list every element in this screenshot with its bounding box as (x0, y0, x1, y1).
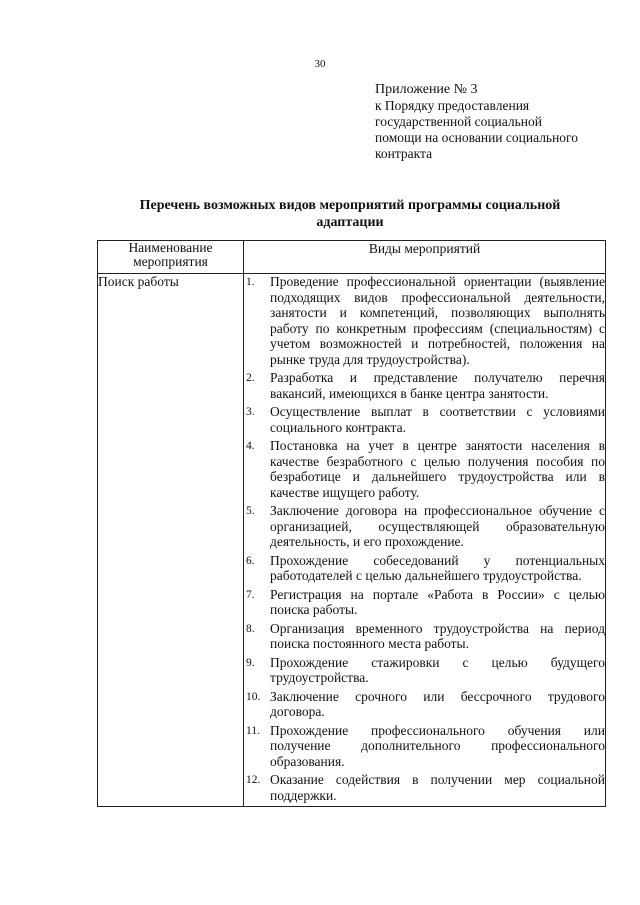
list-item-number: 6. (246, 554, 255, 567)
list-item-text: Постановка на учет в центре занятости населения в качестве безработного с целью получения пособия по безработице и дальнейшего трудоустройства или в качестве ищущего работу. (270, 438, 605, 500)
list-item-number: 7. (246, 588, 255, 601)
list-item (244, 370, 605, 401)
list-item-text: Организация временного трудоустройства на период поиска постоянного места работы. (270, 620, 605, 651)
list-item (244, 438, 605, 500)
activity-kinds-cell (244, 274, 606, 807)
list-item (244, 274, 605, 367)
appendix-line: к Порядку предоставления (375, 98, 530, 113)
list-item-text: Заключение срочного или бессрочного трудового договора. (270, 688, 605, 719)
list-item-text: Проведение профессиональной ориентации (выявление подходящих видов профессиональной деятельности, занятости и компетенций, позволяющих выполнять работу по конкретным профессиям (специальностям) с учетом возможностей и потребностей, положения на рынке труда для трудоустройства). (270, 274, 605, 367)
table-header-row (98, 241, 606, 274)
list-item (244, 404, 605, 435)
list-item-text: Прохождение профессионального обучения или получение дополнительного профессионального образования. (270, 722, 605, 769)
list-item-text: Прохождение собеседований у потенциальных работодателей с целью дальнейшего трудоустройства. (270, 552, 605, 583)
list-item-number: 4. (246, 440, 255, 452)
list-item-text: Заключение договора на профессиональное обучение с организацией, осуществляющей образовательную деятельность, и его прохождение. (270, 503, 605, 549)
list-item (244, 772, 605, 803)
activity-name: Поиск работы (98, 274, 244, 807)
appendix-line: государственной социальной (375, 114, 542, 129)
list-item (244, 723, 605, 770)
list-item-number: 11. (246, 724, 260, 737)
appendix-line: Приложение № 3 (375, 82, 478, 97)
list-item-number: 2. (246, 372, 255, 384)
column-header-name: Наименование мероприятия (98, 241, 244, 274)
list-item-text: Прохождение стажировки с целью будущего трудоустройства. (270, 654, 605, 685)
list-item (244, 621, 605, 652)
list-item-text: Регистрация на портале «Работа в России» с целью поиска работы. (270, 586, 605, 617)
list-item (244, 503, 605, 550)
list-item-number: 10. (246, 690, 261, 703)
column-header-kinds: Виды мероприятий (244, 241, 606, 274)
list-item-number: 3. (246, 406, 255, 418)
list-item (244, 553, 605, 584)
table-row (98, 274, 606, 807)
list-item (244, 689, 605, 720)
appendix-line: помощи на основании социального (375, 130, 579, 145)
appendix-line: контракта (375, 146, 433, 161)
title-line: адаптации (316, 215, 384, 230)
list-item (244, 655, 605, 686)
activity-kinds-list (244, 274, 605, 803)
list-item-number: 8. (246, 622, 255, 635)
list-item-text: Осуществление выплат в соответствии с условиями социального контракта. (270, 404, 605, 435)
title-line: Перечень возможных видов мероприятий программы социальной (139, 198, 561, 213)
activities-table (97, 240, 606, 807)
list-item-number: 1. (246, 276, 255, 288)
list-item-number: 9. (246, 656, 255, 669)
document-title (60, 197, 640, 231)
appendix-heading (375, 82, 615, 162)
list-item-number: 5. (246, 505, 255, 517)
list-item (244, 587, 605, 618)
page-number: 30 (314, 58, 326, 70)
list-item-text: Разработка и представление получателю перечня вакансий, имеющихся в банке центра занятости. (270, 370, 605, 401)
list-item-number: 12. (246, 774, 261, 786)
list-item-text: Оказание содействия в получении мер социальной поддержки. (270, 772, 605, 803)
